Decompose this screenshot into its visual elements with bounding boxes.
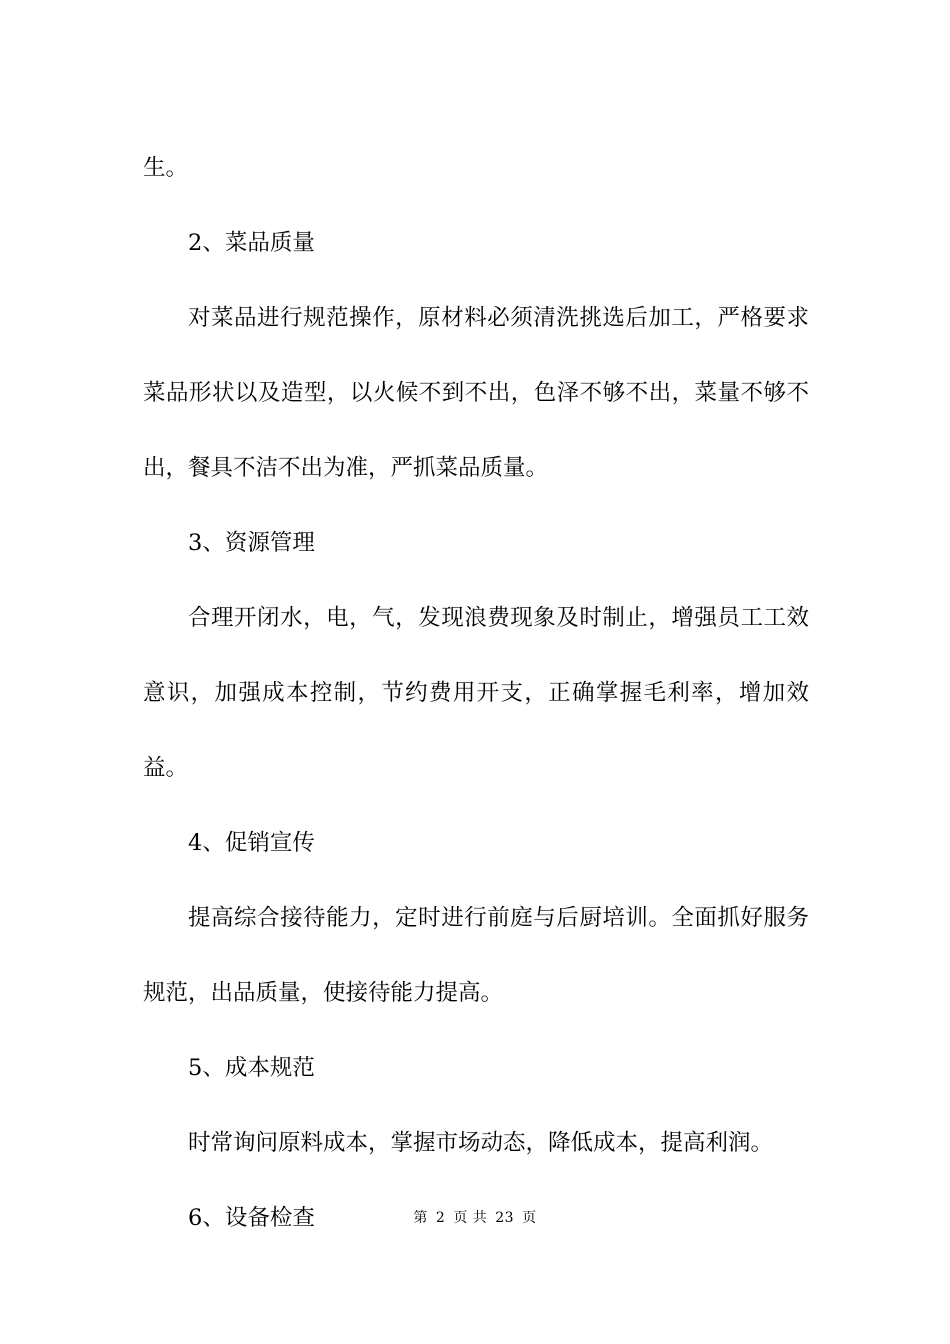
footer-prefix: 第 <box>413 1210 428 1226</box>
page-footer <box>0 1208 950 1228</box>
section-heading-resource-management: 3、资源管理 <box>188 530 315 556</box>
footer-middle: 页 共 <box>453 1210 488 1226</box>
section-heading-equipment-inspection: 6、设备检查 <box>188 1205 315 1231</box>
paragraph-resource-management: 合理开闭水，电，气，发现浪费现象及时制止，增强员工工效意识，加强成本控制，节约费用开支，正确掌握毛利率，增加效益。 <box>143 605 809 781</box>
paragraph-dish-quality: 对菜品进行规范操作，原材料必须清洗挑选后加工，严格要求菜品形状以及造型，以火候不到不出，色泽不够不出，菜量不够不出，餐具不洁不出为准，严抓菜品质量。 <box>143 305 809 481</box>
section-heading-promotion: 4、促销宣传 <box>188 830 315 856</box>
paragraph-promotion: 提高综合接待能力，定时进行前庭与后厨培训。全面抓好服务规范，出品质量，使接待能力提高。 <box>143 905 809 1006</box>
paragraph-cost-standards: 时常询问原料成本，掌握市场动态，降低成本，提高利润。 <box>188 1130 774 1156</box>
paragraph-continuation: 生。 <box>143 155 189 181</box>
footer-current-page: 2 <box>435 1210 446 1226</box>
document-body <box>143 131 809 1256</box>
footer-total-pages: 23 <box>495 1210 515 1226</box>
section-heading-cost-standards: 5、成本规范 <box>188 1055 315 1081</box>
section-heading-dish-quality: 2、菜品质量 <box>188 230 315 256</box>
footer-suffix: 页 <box>522 1210 537 1226</box>
